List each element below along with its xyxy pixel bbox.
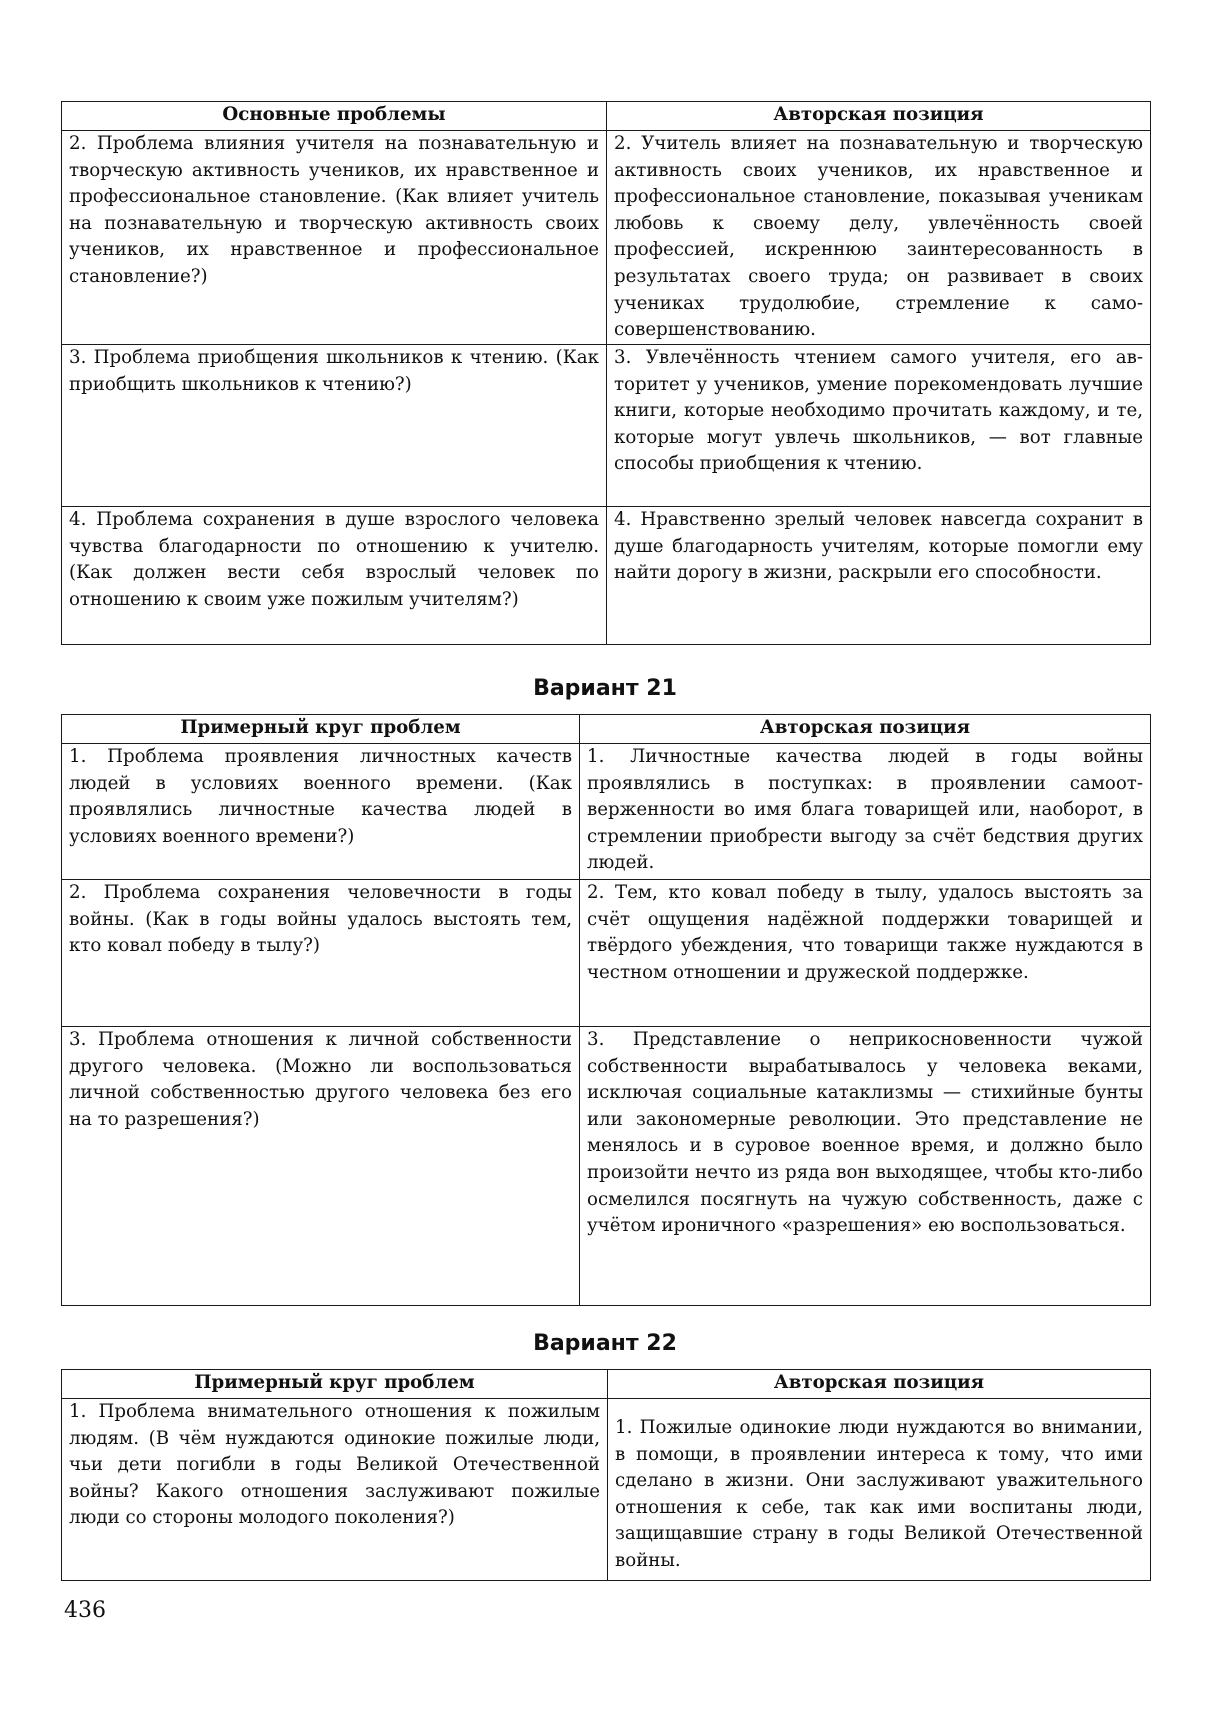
table-row [62,345,1151,507]
table-row [62,744,1151,880]
variant-22-table [61,1369,1151,1581]
problem-cell: 3. Проблема приобщения школьников к чтению. (Как приобщить школьников к чтению?) [62,345,607,507]
page-number: 436 [64,1598,106,1623]
header-author-position: Авторская позиция [608,1370,1151,1399]
table-row [62,1399,1151,1581]
table-row [62,131,1151,345]
header-problems: Примерный круг проблем [62,1370,608,1399]
position-cell: 2. Учитель влияет на познавательную и творческую активность своих учеников, их нравственное и профессиональное становление, показывая ученикам любовь к своему делу, увлечённость своей профессией, искреннюю заинтересованность в результатах своего труда; он развивает в своих учениках трудолюбие, стремление к самосовершенствованию. [607,131,1151,345]
table-header-row [62,1370,1151,1399]
header-main-problems: Основные проблемы [62,102,607,131]
table-header-row [62,715,1151,744]
table-header-row [62,102,1151,131]
position-cell: 3. Представление о неприкосновенности чужой собственности вырабатывалось у человека веками, исключая социальные катаклизмы — стихийные бунты или закономерные революции. Это представление не менялось и в суровое военное время, и должно было произойти нечто из ряда вон выходящее, чтобы кто-либо осмелился посягнуть на чужую собственность, даже с учётом ироничного «разрешения» ею воспользоваться. [580,1027,1151,1306]
problem-cell: 3. Проблема отношения к личной собственности другого человека. (Можно ли воспользоваться личной собственностью другого человека без его на то разрешения?) [62,1027,580,1306]
variant-21-title: Вариант 21 [533,676,677,701]
table-row [62,507,1151,645]
position-cell: 4. Нравственно зрелый человек навсегда сохранит в душе благодарность учителям, которые помогли ему найти дорогу в жизни, раскрыли его способности. [607,507,1151,645]
problem-cell: 1. Проблема внимательного отношения к пожилым людям. (В чём нуждаются одинокие пожилые люди, чьи дети погибли в годы Великой Отечественной войны? Какого отношения заслуживают пожилые люди со стороны молодого поколения?) [62,1399,608,1581]
table-row [62,1027,1151,1306]
header-author-position: Авторская позиция [607,102,1151,131]
header-problems: Примерный круг проблем [62,715,580,744]
position-cell: 1. Личностные качества людей в годы войны проявлялись в поступках: в проявлении самоотверженности во имя блага товарищей или, наоборот, в стремлении приобрести выгоду за счёт бедствия других людей. [580,744,1151,880]
problems-table-continued [61,101,1151,645]
header-author-position: Авторская позиция [580,715,1151,744]
problem-cell: 2. Проблема сохранения человечности в годы войны. (Как в годы войны удалось выстоять тем, кто ковал победу в тылу?) [62,880,580,1027]
problem-cell: 4. Проблема сохранения в душе взрослого человека чувства благодарности по отношению к учителю. (Как должен вести себя взрослый человек по отношению к своим уже пожилым учителям?) [62,507,607,645]
variant-21-table [61,714,1151,1306]
table-row [62,880,1151,1027]
position-cell: 2. Тем, кто ковал победу в тылу, удалось выстоять за счёт ощущения надёжной поддержки товарищей и твёрдого убеждения, что товарищи также нуждаются в честном отношении и дружеской поддержке. [580,880,1151,1027]
position-cell: 1. Пожилые одинокие люди нуждаются во внимании, в помощи, в проявлении интереса к тому, что ими сделано в жизни. Они заслуживают уважительного отношения к себе, так как ими воспитаны люди, защищавшие страну в годы Великой Отечественной войны. [608,1399,1151,1581]
problem-cell: 2. Проблема влияния учителя на познавательную и творческую активность учеников, их нравственное и профессиональное становление. (Как влияет учитель на познавательную и творческую активность своих учеников, их нравственное и профессиональное становление?) [62,131,607,345]
position-cell: 3. Увлечённость чтением самого учителя, его авторитет у учеников, умение порекомендовать лучшие книги, которые необходимо прочитать каждому, и те, которые могут увлечь школьников, — вот главные способы приобщения к чтению. [607,345,1151,507]
variant-22-title: Вариант 22 [533,1331,677,1356]
problem-cell: 1. Проблема проявления личностных качеств людей в условиях военного времени. (Как проявлялись личностные качества людей в условиях военного времени?) [62,744,580,880]
